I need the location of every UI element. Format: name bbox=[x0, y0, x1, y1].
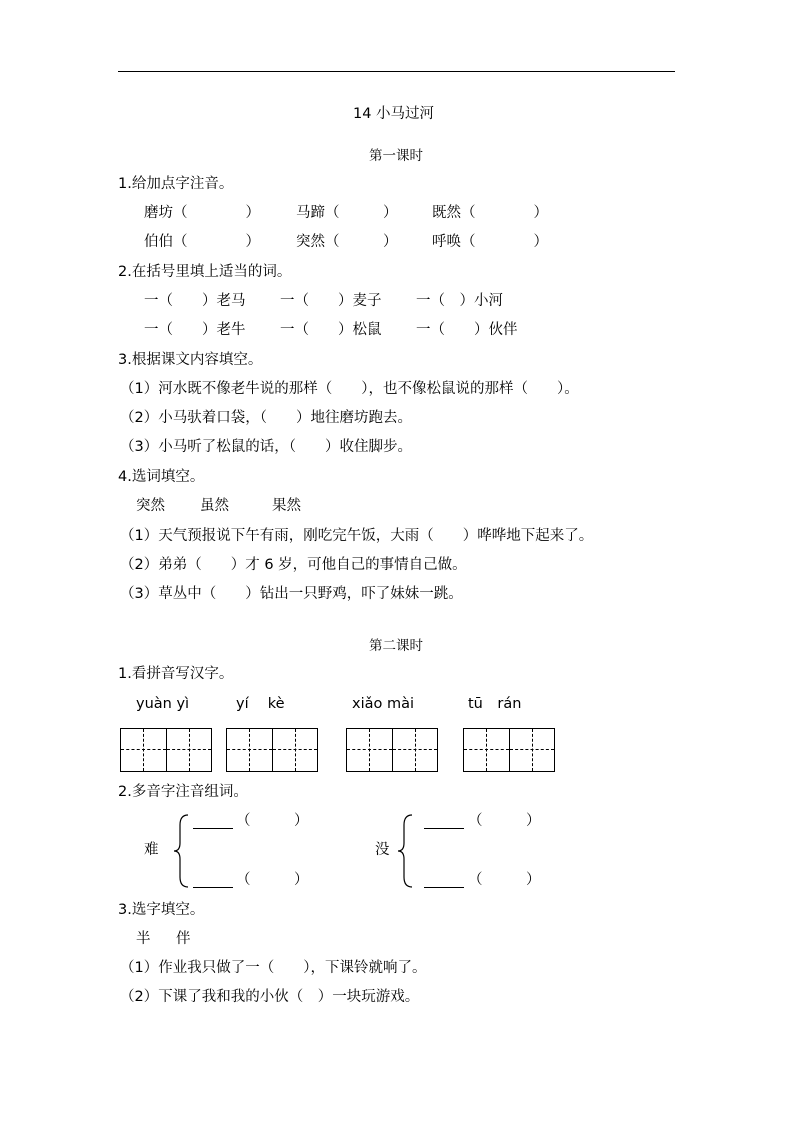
l2-q3-line: （1）作业我只做了一（ ），下课铃就响了。 bbox=[120, 960, 427, 976]
writing-grid[interactable] bbox=[226, 728, 318, 772]
l1-q1-item: 突然（ ） bbox=[296, 234, 398, 250]
l2-q2-heading: 2.多音字注音组词。 bbox=[118, 784, 248, 800]
l2-q3-line: （2）下课了我和我的小伙（ ）一块玩游戏。 bbox=[120, 989, 420, 1005]
l1-q1-item: 磨坊（ ） bbox=[144, 205, 260, 221]
pinyin-label: xiǎo mài bbox=[352, 696, 415, 712]
blank-line[interactable] bbox=[424, 814, 464, 829]
l1-q3-line: （1）河水既不像老牛说的那样（ ），也不像松鼠说的那样（ ）。 bbox=[120, 381, 579, 397]
pinyin-label: tū rán bbox=[468, 696, 522, 712]
pinyin-label: yí kè bbox=[236, 696, 285, 712]
lesson1-label: 第一课时 bbox=[369, 148, 423, 164]
paren-blank: （ ） bbox=[468, 813, 541, 829]
writing-grid[interactable] bbox=[346, 728, 438, 772]
l1-q4-line: （3）草丛中（ ）钻出一只野鸡，吓了妹妹一跳。 bbox=[120, 586, 463, 602]
l2-q3-word: 半 bbox=[136, 931, 151, 947]
polyphone-char: 没 bbox=[375, 842, 390, 858]
l1-q3-line: （3）小马听了松鼠的话，（ ）收住脚步。 bbox=[120, 439, 412, 455]
paren-blank: （ ） bbox=[236, 872, 309, 888]
writing-grid[interactable] bbox=[120, 728, 212, 772]
page-title: 14 小马过河 bbox=[353, 106, 435, 122]
l1-q2-item: 一（ ）麦子 bbox=[280, 293, 382, 309]
polyphone-char: 难 bbox=[144, 842, 159, 858]
lesson2-label: 第二课时 bbox=[369, 638, 423, 654]
pinyin-label: yuàn yì bbox=[136, 696, 190, 712]
paren-blank: （ ） bbox=[236, 813, 309, 829]
l2-q3-word: 伴 bbox=[176, 931, 191, 947]
header-rule bbox=[118, 71, 675, 72]
blank-line[interactable] bbox=[193, 814, 233, 829]
l1-q2-item: 一（ ）松鼠 bbox=[280, 322, 382, 338]
l1-q3-heading: 3.根据课文内容填空。 bbox=[118, 352, 263, 368]
l1-q4-word: 果然 bbox=[272, 498, 301, 514]
l2-q3-heading: 3.选字填空。 bbox=[118, 902, 205, 918]
l1-q2-item: 一（ ）老马 bbox=[144, 293, 246, 309]
l1-q1-heading: 1.给加点字注音。 bbox=[118, 176, 234, 192]
l1-q3-line: （2）小马驮着口袋，（ ）地往磨坊跑去。 bbox=[120, 410, 412, 426]
paren-blank: （ ） bbox=[468, 872, 541, 888]
l1-q2-item: 一（ ）小河 bbox=[416, 293, 503, 309]
l1-q1-item: 马蹄（ ） bbox=[296, 205, 398, 221]
left-brace bbox=[396, 813, 416, 889]
l1-q4-word: 虽然 bbox=[200, 498, 229, 514]
l1-q2-heading: 2.在括号里填上适当的词。 bbox=[118, 264, 292, 280]
blank-line[interactable] bbox=[424, 873, 464, 888]
l1-q1-item: 呼唤（ ） bbox=[432, 234, 548, 250]
l1-q2-item: 一（ ）老牛 bbox=[144, 322, 246, 338]
l1-q4-word: 突然 bbox=[136, 498, 165, 514]
left-brace bbox=[172, 813, 192, 889]
blank-line[interactable] bbox=[193, 873, 233, 888]
l1-q1-item: 伯伯（ ） bbox=[144, 234, 260, 250]
l2-q1-heading: 1.看拼音写汉字。 bbox=[118, 666, 234, 682]
l1-q4-line: （2）弟弟（ ）才 6 岁，可他自己的事情自己做。 bbox=[120, 557, 467, 573]
l1-q4-heading: 4.选词填空。 bbox=[118, 469, 205, 485]
l1-q2-item: 一（ ）伙伴 bbox=[416, 322, 518, 338]
l1-q4-line: （1）天气预报说下午有雨，刚吃完午饭，大雨（ ）哗哗地下起来了。 bbox=[120, 528, 594, 544]
writing-grid[interactable] bbox=[463, 728, 555, 772]
l1-q1-item: 既然（ ） bbox=[432, 205, 548, 221]
